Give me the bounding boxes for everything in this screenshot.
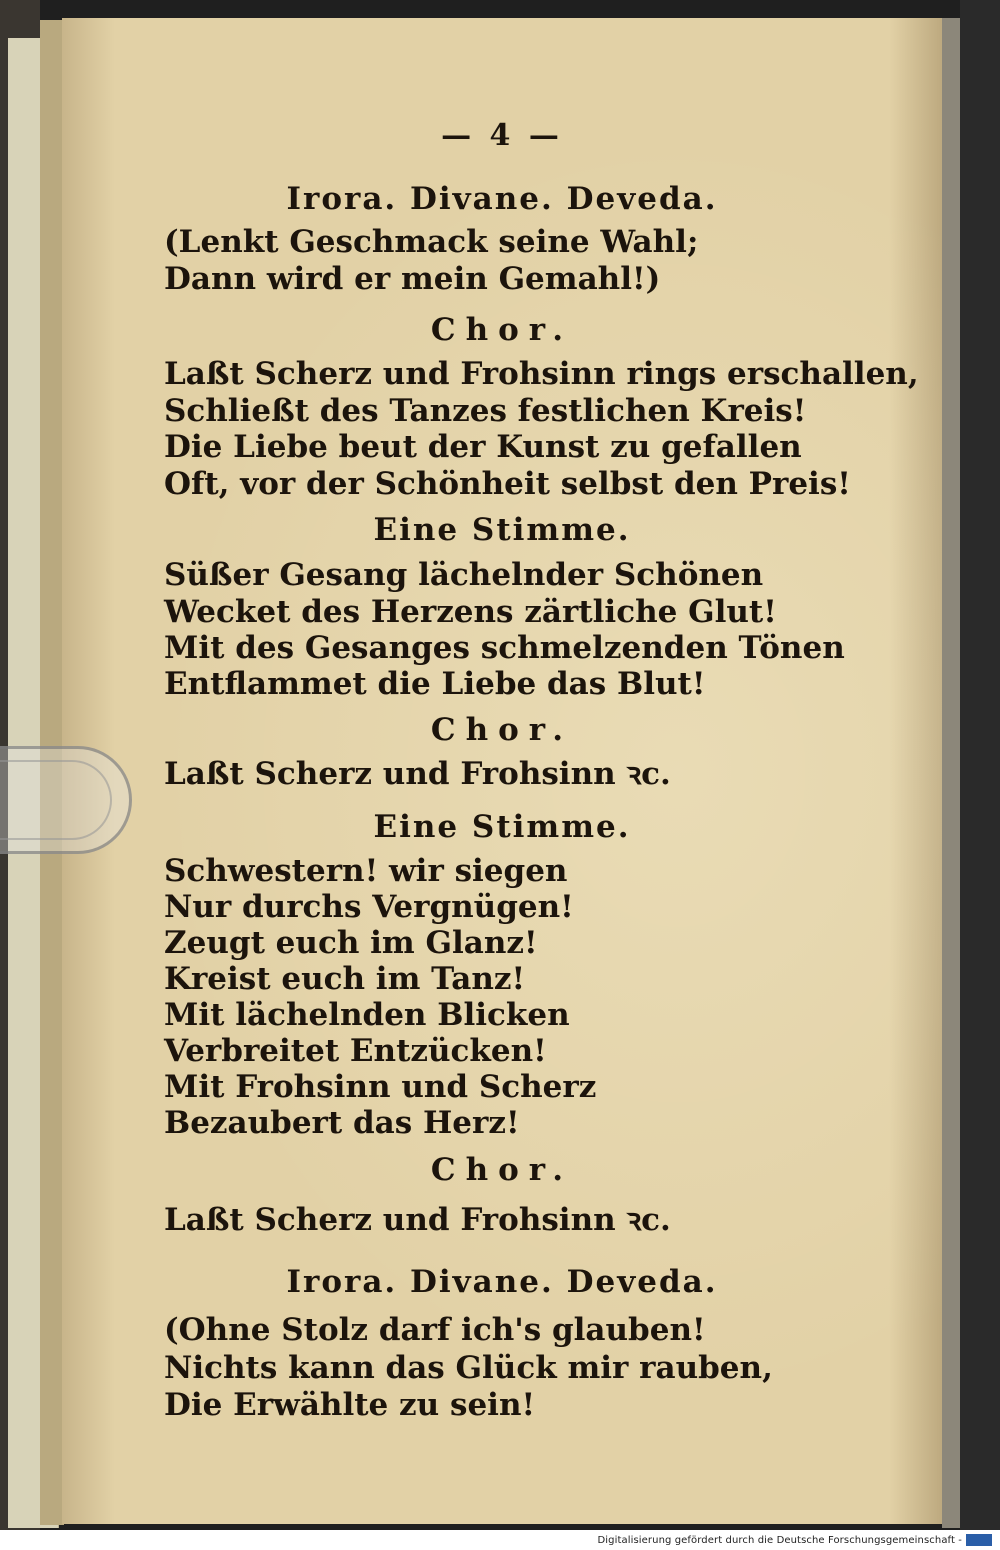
speaker-heading: Chor. [430,1152,574,1188]
verse-line: Mit Frohsinn und Scherz [164,1069,597,1105]
verse-line: Dann wird er mein Gemahl!) [164,261,661,297]
verse-line: Verbreitet Entzücken! [164,1033,547,1069]
funding-notice: Digitalisierung gefördert durch die Deutsche Forschungsgemeinschaft - [597,1534,962,1546]
page-clip-inner [0,760,112,840]
verse-line: Schließt des Tanzes festlichen Kreis! [164,393,807,429]
page-right-edge [942,18,960,1528]
verse-line: (Ohne Stolz darf ich's glauben! [164,1312,706,1348]
attribution-bar [0,1530,1000,1550]
verse-line: Entflammet die Liebe das Blut! [164,666,706,702]
verse-line: Kreist euch im Tanz! [164,961,526,997]
speaker-heading: Irora. Divane. Deveda. [286,181,718,217]
verse-line: Schwestern! wir siegen [164,853,568,889]
verse-line: Oft, vor der Schönheit selbst den Preis! [164,466,851,502]
page-number: — 4 — [441,118,563,153]
verse-line: Mit lächelnden Blicken [164,997,570,1033]
dfg-logo [966,1534,992,1546]
verse-line: Bezaubert das Herz! [164,1105,520,1141]
scan-background-right [960,0,1000,1530]
speaker-heading: Chor. [430,712,574,748]
book-page [62,18,942,1524]
verse-line: Zeugt euch im Glanz! [164,925,538,961]
verse-line: (Lenkt Geschmack seine Wahl; [164,224,699,260]
speaker-heading: Eine Stimme. [373,512,631,548]
verse-line: Süßer Gesang lächelnder Schönen [164,557,764,593]
verse-line: Laßt Scherz und Frohsinn ꝛc. [164,1202,671,1238]
verse-line: Laßt Scherz und Frohsinn ꝛc. [164,756,671,792]
verse-line: Laßt Scherz und Frohsinn rings erschallen, [164,356,919,392]
verse-line: Mit des Gesanges schmelzenden Tönen [164,630,845,666]
verse-line: Nur durchs Vergnügen! [164,889,574,925]
verse-line: Die Liebe beut der Kunst zu gefallen [164,429,802,465]
speaker-heading: Eine Stimme. [373,809,631,845]
speaker-heading: Irora. Divane. Deveda. [286,1264,718,1300]
verse-line: Nichts kann das Glück mir rauben, [164,1350,773,1386]
speaker-heading: Chor. [430,312,574,348]
verse-line: Wecket des Herzens zärtliche Glut! [164,594,777,630]
verse-line: Die Erwählte zu sein! [164,1387,536,1423]
